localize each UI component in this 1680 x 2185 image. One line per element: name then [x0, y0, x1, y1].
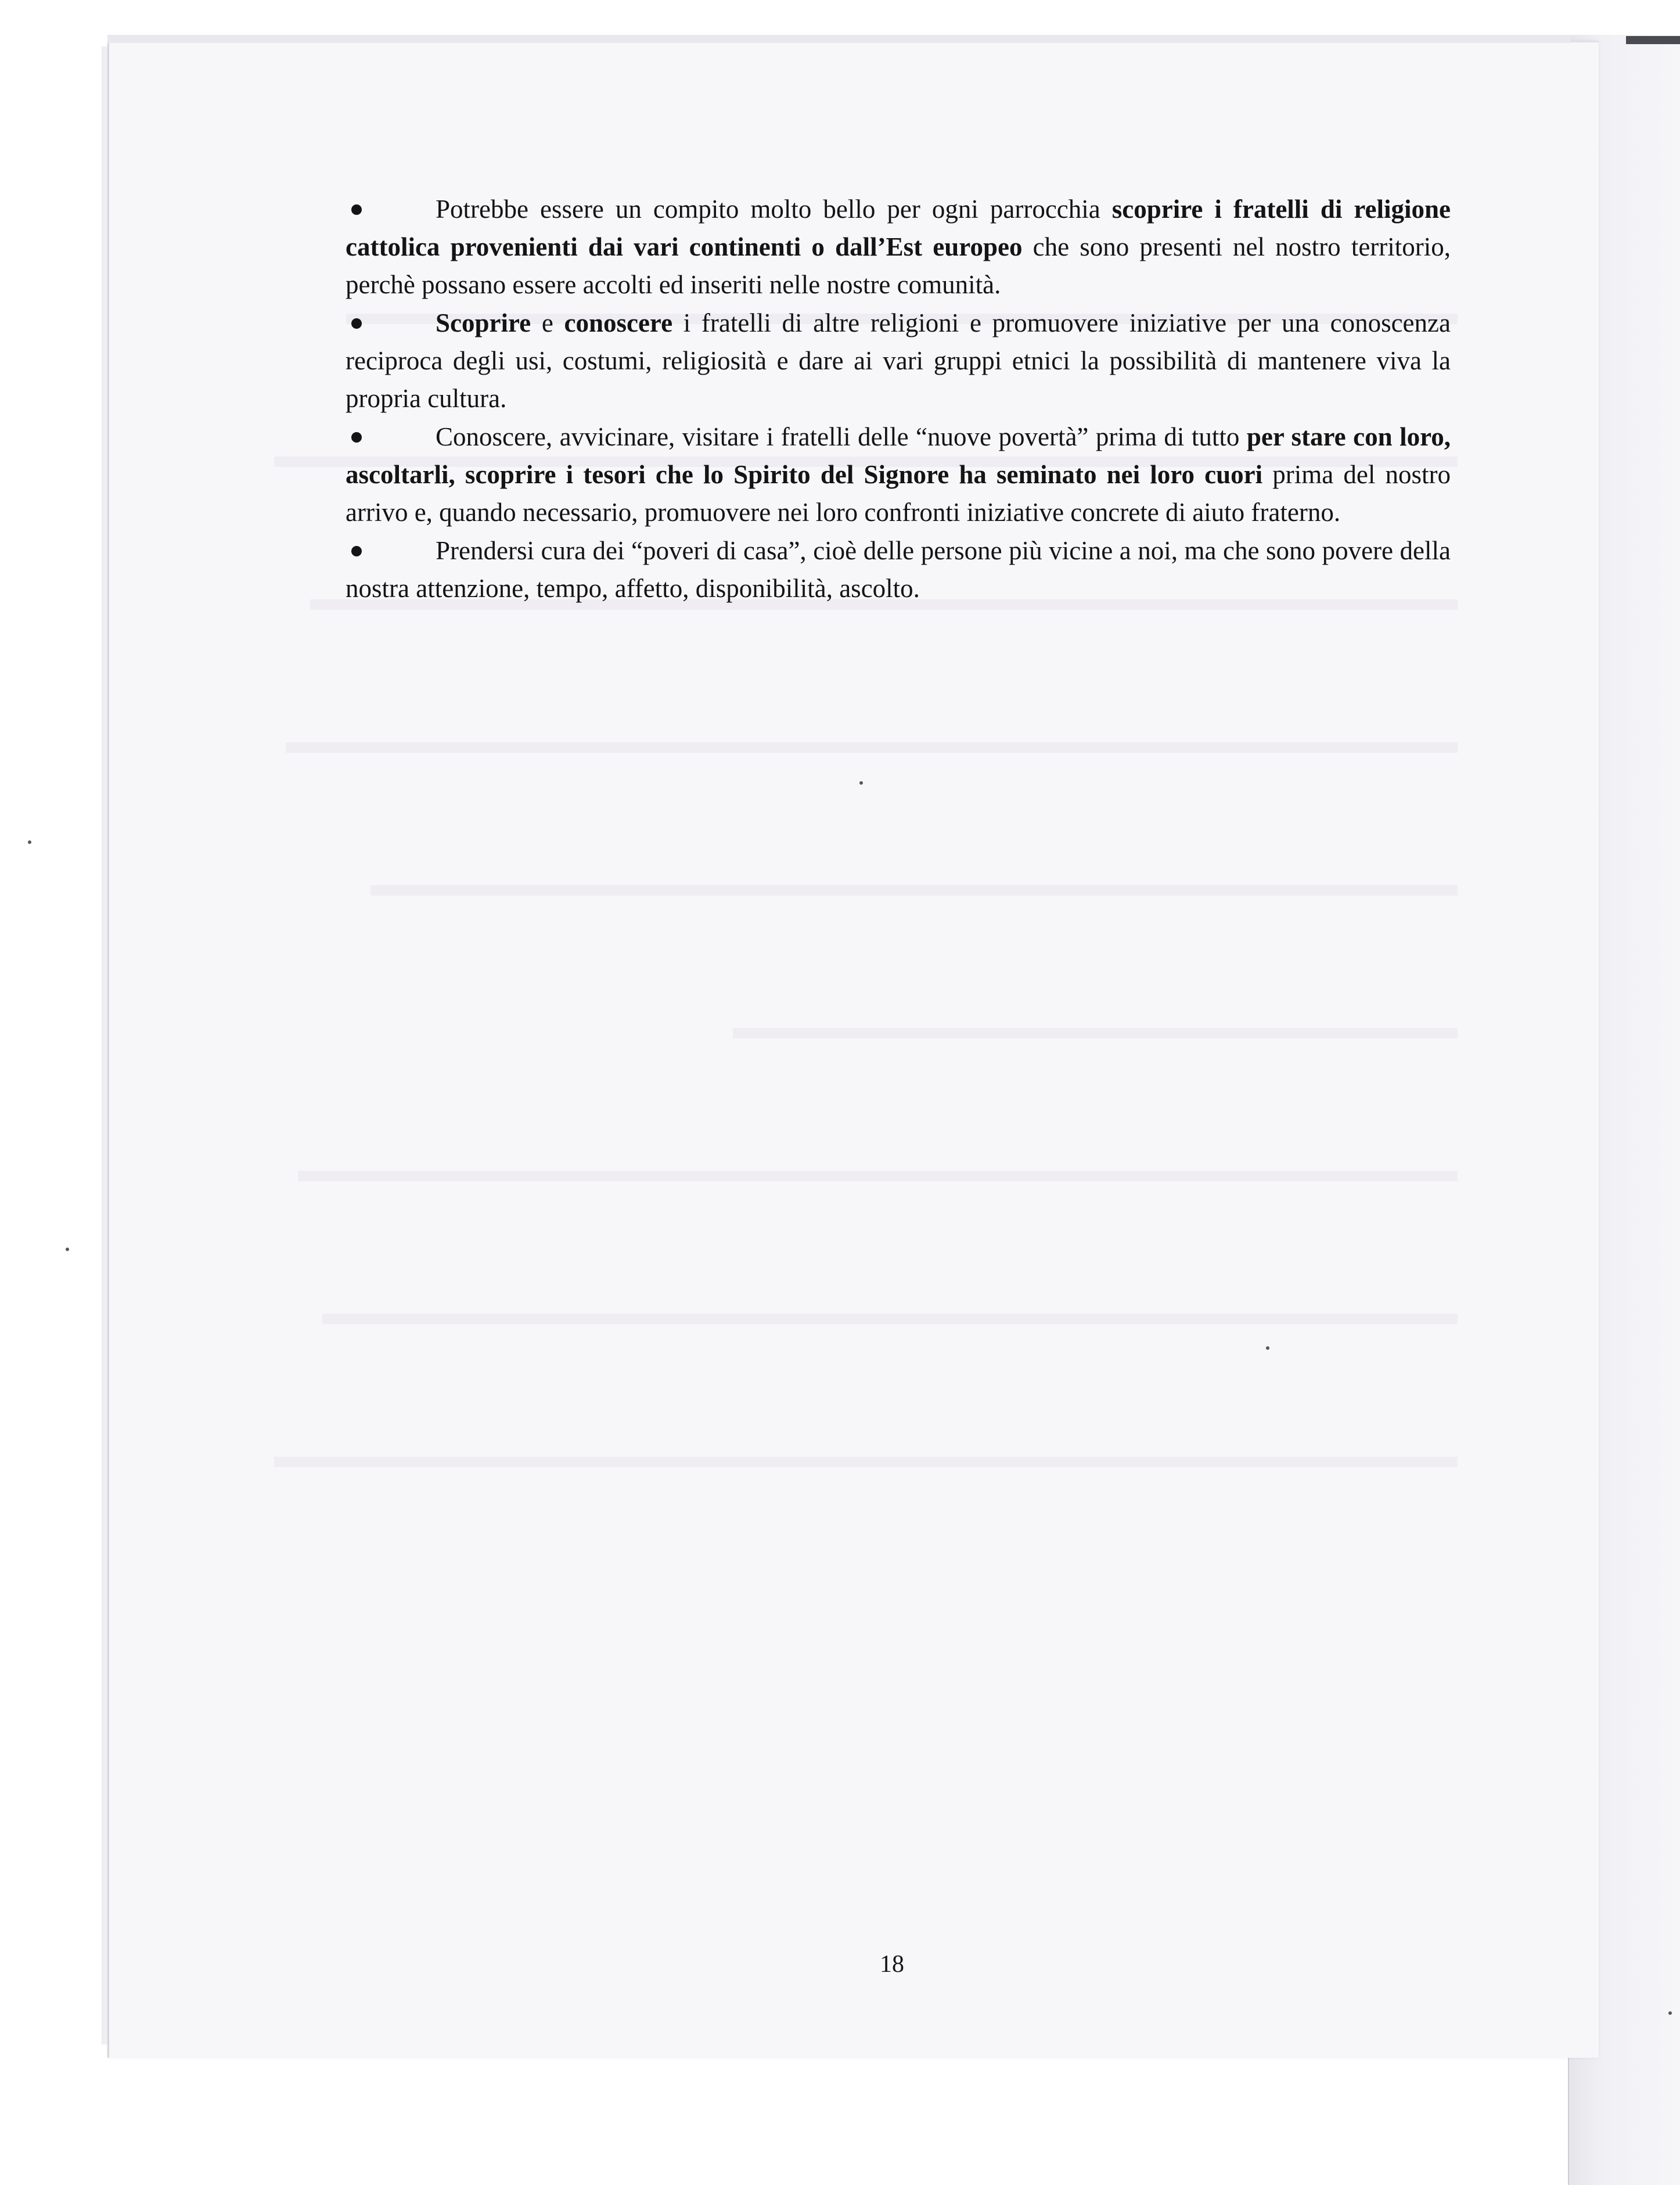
scan-speck — [28, 840, 31, 844]
paragraph-bold-text: scoprire i fratelli di religione cattolica provenienti dai vari continenti o dall’Est europeo — [346, 195, 1451, 261]
bullet-item — [346, 532, 1451, 608]
paragraph-bold-text: per stare con loro, ascoltarli, scoprire i tesori che lo Spirito del Signore ha seminato nei loro cuori — [346, 422, 1451, 489]
bullet-item — [346, 191, 1451, 304]
bullet-paragraph — [346, 191, 1451, 304]
paragraph-text: i fratelli di altre religioni e promuovere iniziative per una conoscenza reciproca degli usi, costumi, religiosità e dare ai vari gruppi etnici la possibilità di mantenere viva la propria cultura. — [346, 308, 1451, 413]
scan-speck — [1266, 1346, 1269, 1350]
bullet-item — [346, 418, 1451, 531]
bullet-paragraph — [346, 418, 1451, 531]
paragraph-text: e — [531, 308, 564, 337]
scan-speck — [66, 1248, 69, 1251]
bullet-icon — [351, 318, 362, 329]
paragraph-text: Conoscere, avvicinare, visitare i fratelli delle “nuove povertà” prima di tutto — [436, 422, 1247, 451]
bullet-paragraph — [346, 304, 1451, 418]
paragraph-bold-text: Scoprire — [436, 308, 531, 337]
paragraph-text: prima del nostro arrivo e, quando necessario, promuovere nei loro confronti iniziative concrete di aiuto fraterno. — [346, 460, 1451, 527]
document-body — [346, 191, 1451, 608]
scan-corner-mark — [1626, 36, 1680, 44]
paragraph-bold-text: conoscere — [564, 308, 673, 337]
paragraph-text: Prendersi cura dei “poveri di casa”, cioè delle persone più vicine a noi, ma che sono povere della nostra attenzione, tempo, affetto, disponibilità, ascolto. — [346, 536, 1451, 603]
bullet-icon — [351, 432, 362, 443]
scan-speck — [1668, 2011, 1672, 2015]
page-number: 18 — [880, 1951, 904, 1978]
paragraph-text: Potrebbe essere un compito molto bello per ogni parrocchia — [436, 195, 1112, 224]
paragraph-text: che sono presenti nel nostro territorio, perchè possano essere accolti ed inseriti nelle nostre comunità. — [346, 232, 1451, 299]
bullet-paragraph — [346, 532, 1451, 608]
bullet-item — [346, 304, 1451, 418]
bullet-icon — [351, 546, 362, 556]
scan-speck — [859, 781, 863, 785]
page-top-strip — [107, 35, 1571, 43]
bullet-icon — [351, 204, 362, 215]
